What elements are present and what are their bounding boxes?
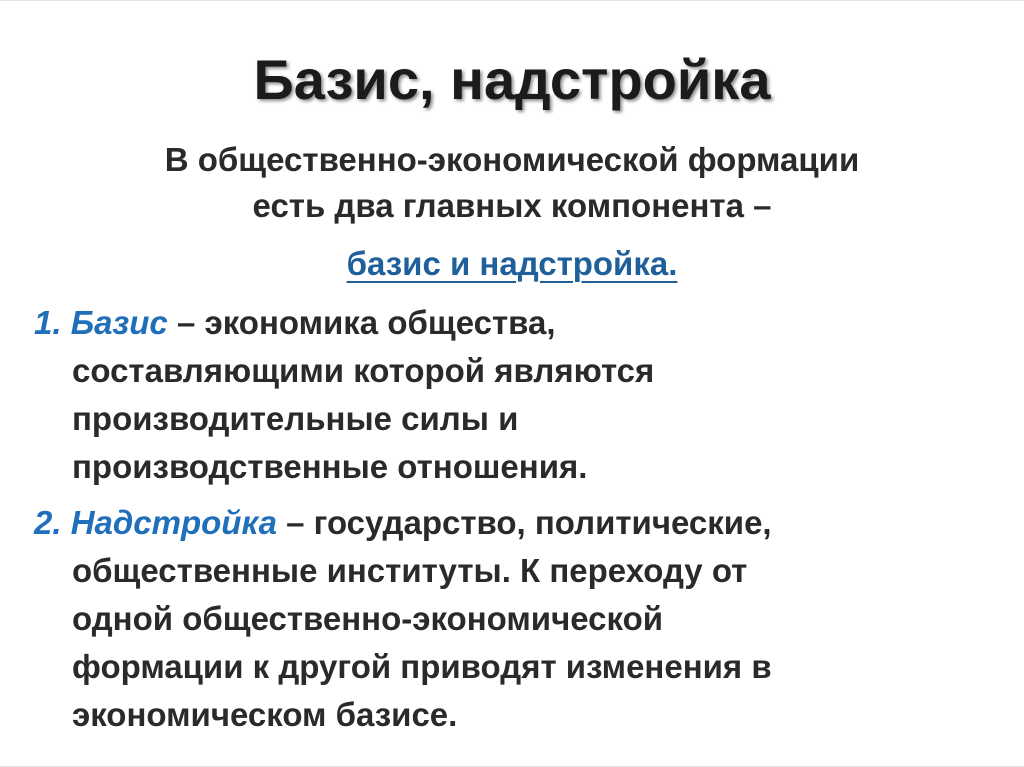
item-text-line: производительные силы и — [72, 400, 519, 437]
list-item-first-line — [0, 299, 1000, 347]
intro-paragraph — [60, 137, 964, 287]
item-text-line: производственные отношения. — [72, 448, 588, 485]
item-text-line: формации к другой приводят изменения в — [72, 648, 772, 685]
intro-line-1: В общественно-экономической формации — [164, 141, 860, 178]
item-number: 1. — [34, 304, 62, 341]
item-text-line: экономическом базисе. — [72, 696, 458, 733]
item-term: Базис — [70, 304, 168, 341]
item-text-line: одной общественно-экономической — [72, 600, 664, 637]
list-item-basis — [0, 299, 1000, 491]
item-text-line: общественные институты. К переходу от — [72, 552, 748, 589]
intro-highlight-link[interactable]: базис и надстройка. — [346, 245, 678, 282]
intro-highlight-line — [60, 229, 964, 287]
list-item-first-line — [0, 499, 1000, 547]
item-number: 2. — [34, 504, 62, 541]
item-text: – экономика общества, — [176, 304, 556, 341]
item-text-line: составляющими которой являются — [72, 352, 655, 389]
slide-title: Базис, надстройка — [253, 48, 771, 111]
item-term: Надстройка — [70, 504, 277, 541]
item-text: – государство, политические, — [286, 504, 772, 541]
intro-line-2: есть два главных компонента – — [252, 187, 772, 224]
list-item-superstructure — [0, 499, 1000, 739]
